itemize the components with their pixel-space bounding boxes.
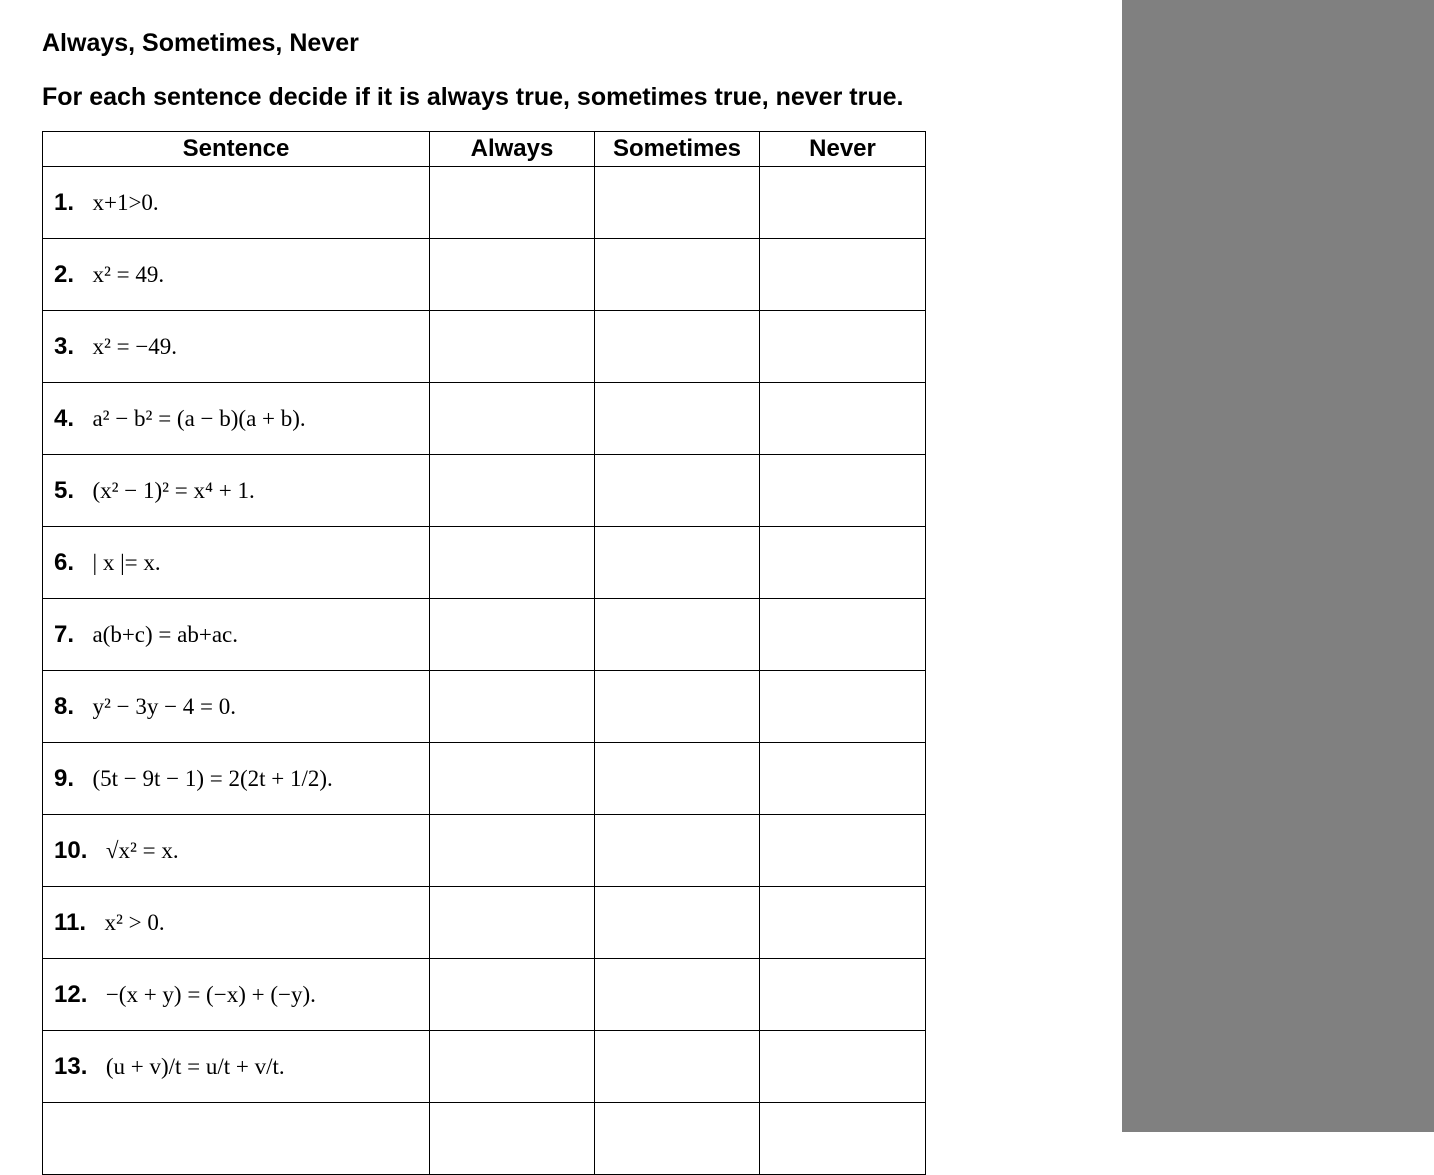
sometimes-cell[interactable] xyxy=(595,599,760,671)
sometimes-cell[interactable] xyxy=(595,527,760,599)
sometimes-cell[interactable] xyxy=(595,239,760,311)
item-number: 1. xyxy=(54,188,75,216)
table-row xyxy=(43,527,926,599)
never-cell[interactable] xyxy=(760,743,926,815)
item-number: 11. xyxy=(54,908,87,936)
column-header-sentence: Sentence xyxy=(43,132,430,167)
sentence-cell xyxy=(43,239,430,311)
sentence-cell xyxy=(43,959,430,1031)
table-row xyxy=(43,1031,926,1103)
table-row xyxy=(43,311,926,383)
sentence-cell xyxy=(43,167,430,239)
item-number: 4. xyxy=(54,404,75,432)
sometimes-cell[interactable] xyxy=(595,383,760,455)
never-cell[interactable] xyxy=(760,239,926,311)
math-sentence: (5t − 9t − 1) = 2(2t + 1/2). xyxy=(92,765,333,791)
table-row xyxy=(43,599,926,671)
sometimes-cell[interactable] xyxy=(595,1031,760,1103)
item-number: 2. xyxy=(54,260,75,288)
math-sentence: | x |= x. xyxy=(92,549,161,575)
never-cell[interactable] xyxy=(760,167,926,239)
sentence-cell xyxy=(43,599,430,671)
always-cell[interactable] xyxy=(430,311,595,383)
table-row xyxy=(43,383,926,455)
never-cell[interactable] xyxy=(760,383,926,455)
item-number: 6. xyxy=(54,548,75,576)
column-header-sometimes: Sometimes xyxy=(595,132,760,167)
math-sentence: a(b+c) = ab+ac. xyxy=(92,621,238,647)
item-number: 13. xyxy=(54,1052,88,1080)
sentence-cell xyxy=(43,743,430,815)
item-number: 5. xyxy=(54,476,75,504)
always-cell[interactable] xyxy=(430,167,595,239)
table-row xyxy=(43,167,926,239)
math-sentence: −(x + y) = (−x) + (−y). xyxy=(105,981,316,1007)
always-cell[interactable] xyxy=(430,887,595,959)
column-header-never: Never xyxy=(760,132,926,167)
table-header-row xyxy=(43,132,926,167)
page-title: Always, Sometimes, Never xyxy=(42,29,359,57)
sometimes-cell[interactable] xyxy=(595,671,760,743)
table-row xyxy=(43,455,926,527)
sentence-cell xyxy=(43,527,430,599)
sometimes-cell[interactable] xyxy=(595,1103,760,1175)
always-cell[interactable] xyxy=(430,383,595,455)
sentence-cell xyxy=(43,671,430,743)
never-cell[interactable] xyxy=(760,599,926,671)
sentence-cell xyxy=(43,383,430,455)
gray-side-panel xyxy=(1122,0,1434,1132)
sometimes-cell[interactable] xyxy=(595,167,760,239)
always-cell[interactable] xyxy=(430,743,595,815)
always-cell[interactable] xyxy=(430,959,595,1031)
math-sentence: √x² = x. xyxy=(105,837,179,863)
sentence-cell xyxy=(43,815,430,887)
item-number: 9. xyxy=(54,764,75,792)
sometimes-cell[interactable] xyxy=(595,887,760,959)
table-row xyxy=(43,239,926,311)
always-cell[interactable] xyxy=(430,815,595,887)
never-cell[interactable] xyxy=(760,671,926,743)
always-cell[interactable] xyxy=(430,239,595,311)
always-cell[interactable] xyxy=(430,599,595,671)
math-sentence: (u + v)/t = u/t + v/t. xyxy=(105,1053,285,1079)
item-number: 7. xyxy=(54,620,75,648)
always-cell[interactable] xyxy=(430,1031,595,1103)
sometimes-cell[interactable] xyxy=(595,455,760,527)
instructions: For each sentence decide if it is always true, sometimes true, never true. xyxy=(42,83,904,111)
table-row xyxy=(43,959,926,1031)
never-cell[interactable] xyxy=(760,455,926,527)
column-header-always: Always xyxy=(430,132,595,167)
never-cell[interactable] xyxy=(760,959,926,1031)
math-sentence: a² − b² = (a − b)(a + b). xyxy=(92,405,306,431)
math-sentence: x² > 0. xyxy=(104,909,165,935)
item-number: 10. xyxy=(54,836,88,864)
item-number: 12. xyxy=(54,980,88,1008)
never-cell[interactable] xyxy=(760,1103,926,1175)
table-row xyxy=(43,815,926,887)
sentence-cell xyxy=(43,1031,430,1103)
never-cell[interactable] xyxy=(760,815,926,887)
always-cell[interactable] xyxy=(430,455,595,527)
sentence-cell xyxy=(43,455,430,527)
always-cell[interactable] xyxy=(430,1103,595,1175)
sentence-cell xyxy=(43,887,430,959)
math-sentence: y² − 3y − 4 = 0. xyxy=(92,693,237,719)
never-cell[interactable] xyxy=(760,887,926,959)
sometimes-cell[interactable] xyxy=(595,815,760,887)
math-sentence: x² = 49. xyxy=(92,261,165,287)
never-cell[interactable] xyxy=(760,311,926,383)
table-row xyxy=(43,1103,926,1175)
table-row xyxy=(43,743,926,815)
item-number: 3. xyxy=(54,332,75,360)
math-sentence: (x² − 1)² = x⁴ + 1. xyxy=(92,477,255,503)
always-cell[interactable] xyxy=(430,527,595,599)
always-cell[interactable] xyxy=(430,671,595,743)
math-sentence: x+1>0. xyxy=(92,189,159,215)
math-sentence: x² = −49. xyxy=(92,333,178,359)
never-cell[interactable] xyxy=(760,527,926,599)
sometimes-cell[interactable] xyxy=(595,311,760,383)
never-cell[interactable] xyxy=(760,1031,926,1103)
sentence-cell xyxy=(43,1103,430,1175)
sentence-cell xyxy=(43,311,430,383)
sometimes-cell[interactable] xyxy=(595,959,760,1031)
worksheet-table xyxy=(42,131,926,1175)
table-row xyxy=(43,671,926,743)
sometimes-cell[interactable] xyxy=(595,743,760,815)
item-number: 8. xyxy=(54,692,75,720)
table-row xyxy=(43,887,926,959)
